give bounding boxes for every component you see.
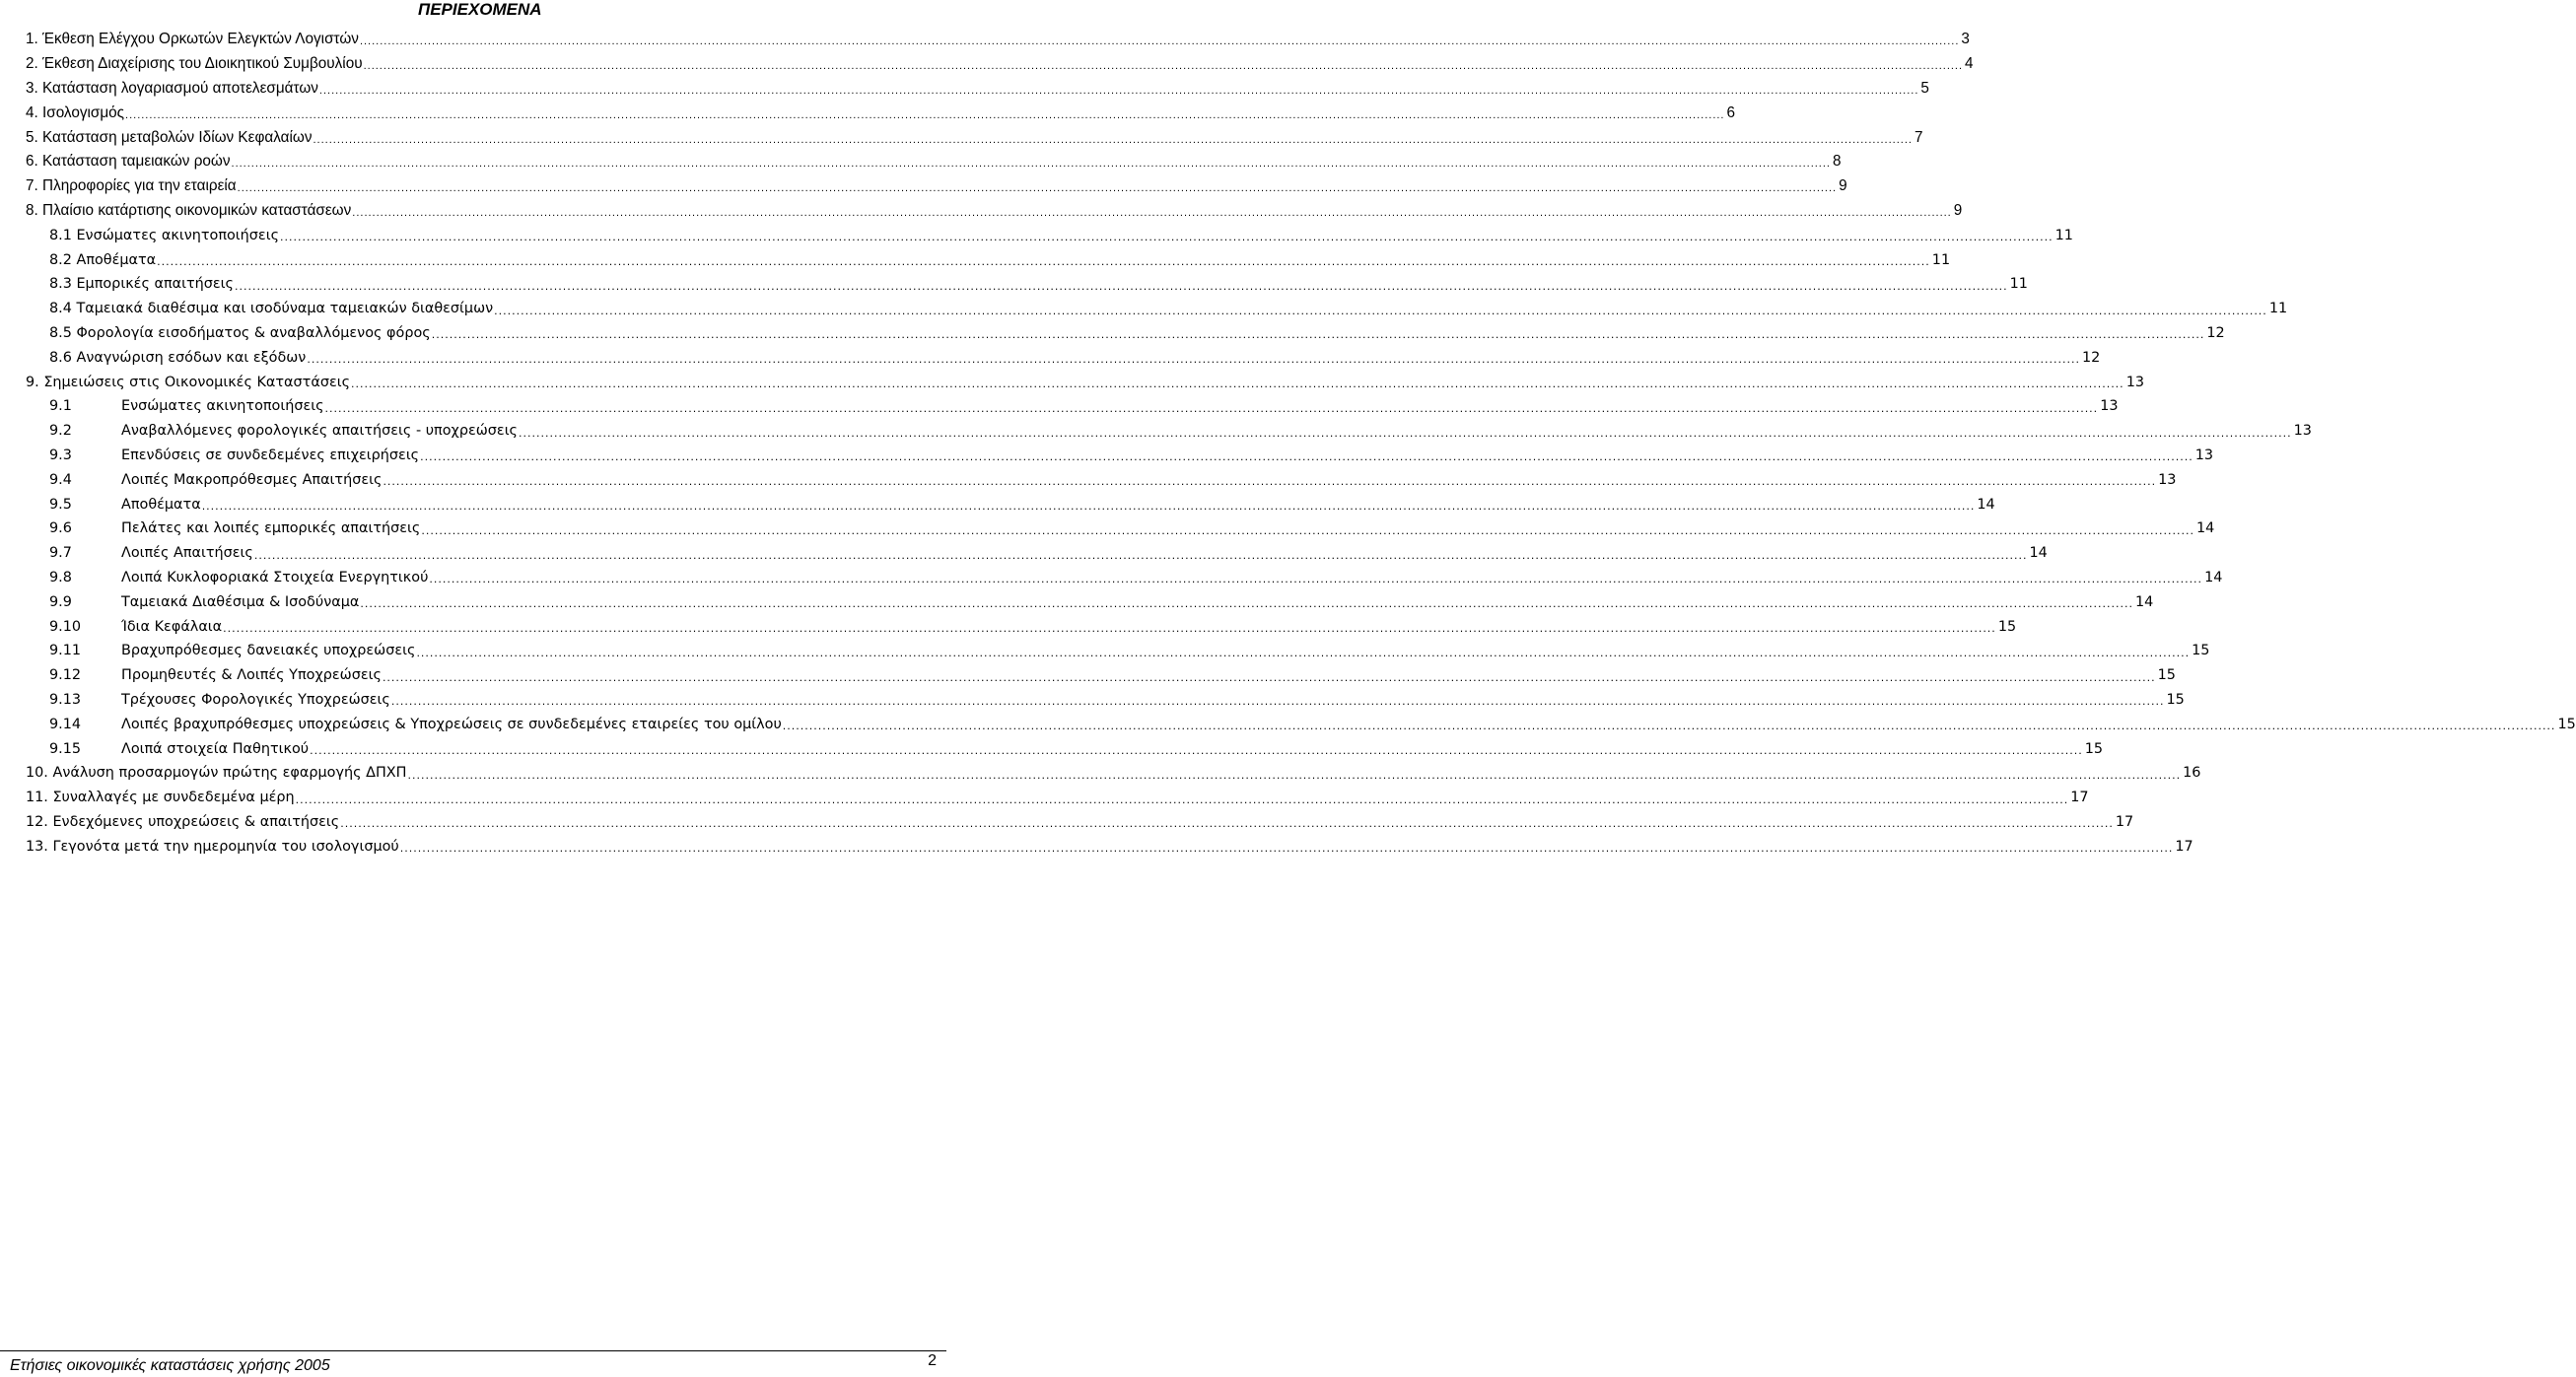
toc-entry-page: 13 [2100,398,2119,415]
toc-entry-text: Έκθεση Ελέγχου Ορκωτών Ελεγκτών Λογιστών [42,31,359,48]
toc-entry-number: 9.4 [49,471,72,488]
toc-entry[interactable] [26,834,2193,859]
toc-entry-page: 3 [1961,31,1970,48]
toc-entry-page: 5 [1920,79,1929,97]
dot-leader: ................................................................................................................................................................................................................................................................................................................................................................................................................ [420,450,2193,464]
dot-leader: ................................................................................................................................................................................................................................................................................................................................................................................................................ [351,378,2124,391]
toc-entry-label [49,472,383,488]
toc-entry-text: Βραχυπρόθεσμες δανειακές υποχρεώσεις [121,643,416,659]
dot-leader: ................................................................................................................................................................................................................................................................................................................................................................................................................ [223,622,1996,636]
dot-leader: ................................................................................................................................................................................................................................................................................................................................................................................................................ [310,744,2083,757]
toc-entry-label [49,276,235,292]
toc-entry[interactable] [26,272,2028,297]
toc-entry[interactable] [26,688,2185,713]
toc-entry[interactable] [26,810,2134,835]
dot-leader: ................................................................................................................................................................................................................................................................................................................................................................................................................ [234,279,2008,293]
toc-entry-text: Ταμειακά διαθέσιμα και ισοδύναμα ταμειακών διαθεσίμων [76,301,494,317]
toc-entry-page: 17 [2070,790,2089,806]
toc-entry-number: 9.7 [49,545,72,562]
toc-entry[interactable] [26,589,2154,614]
dot-leader: ................................................................................................................................................................................................................................................................................................................................................................................................................ [782,720,2556,733]
toc-entry[interactable] [26,150,1842,174]
dot-leader: ................................................................................................................................................................................................................................................................................................................................................................................................................ [390,695,2165,709]
dot-leader: ................................................................................................................................................................................................................................................................................................................................................................................................................ [519,426,2292,440]
toc-entry-text: Λοιπά Κυκλοφοριακά Στοιχεία Ενεργητικού [121,569,429,585]
toc-entry[interactable] [26,223,2073,247]
toc-entry-page: 13 [2158,471,2177,488]
toc-entry-page: 11 [1931,251,1951,268]
toc-entry-text: Ισολογισμός [42,103,125,121]
toc-entry-label [49,545,254,561]
toc-entry[interactable] [26,736,2104,761]
toc-entry-text: Ενσώματες ακινητοποιήσεις [76,227,280,243]
toc-entry-label [26,765,408,781]
toc-entry-number: 9.12 [49,667,82,684]
toc-entry-page: 12 [2206,324,2225,341]
toc-entry-number: 9. [26,374,39,390]
dot-leader: ................................................................................................................................................................................................................................................................................................................................................................................................................ [340,817,2114,831]
toc-entry-text: Ενσώματες ακινητοποιήσεις [121,398,324,415]
dot-leader: ................................................................................................................................................................................................................................................................................................................................................................................................................ [157,255,1930,269]
dot-leader: ................................................................................................................................................................................................................................................................................................................................................................................................................ [421,523,2194,537]
toc-entry-page: 7 [1914,128,1923,146]
toc-entry-label [49,398,325,414]
toc-entry-text: Προμηθευτές & Λοιπές Υποχρεώσεις [121,667,382,684]
toc-entry-text: Κατάσταση ταμειακών ροών [42,153,231,171]
toc-entry-number: 8.5 [49,324,72,341]
toc-entry-page: 13 [2194,447,2214,463]
toc-entry-text: Αποθέματα [76,251,157,268]
toc-entry-page: 17 [2175,838,2193,855]
dot-leader: ................................................................................................................................................................................................................................................................................................................................................................................................................ [416,646,2191,659]
footer-text: Ετήσιες οικονομικές καταστάσεις χρήσης 2005 [10,1357,330,1374]
toc-entry-label [49,692,391,708]
toc-entry[interactable] [26,492,1995,516]
toc-entry-label [26,839,400,855]
toc-entry-text: Πλαίσιο κατάρτισης οικονομικών καταστάσεων [42,201,352,219]
toc-entry-page: 11 [2009,276,2028,293]
toc-entry[interactable] [26,297,2288,321]
toc-entry[interactable] [26,28,1970,52]
toc-entry[interactable] [26,77,1929,102]
dot-leader: ................................................................................................................................................................................................................................................................................................................................................................................................................ [231,158,1831,171]
toc-entry-text: Λοιπές Απαιτήσεις [121,545,253,562]
toc-entry-number: 8.1 [49,227,72,243]
toc-entry-label [49,350,307,366]
toc-entry-text: Κατάσταση λογαριασμού αποτελεσμάτων [42,79,318,97]
toc-entry-page: 15 [2157,667,2176,684]
toc-entry-text: Αποθέματα [121,496,201,513]
dot-leader: ................................................................................................................................................................................................................................................................................................................................................................................................................ [494,304,2267,317]
toc-entry-page: 15 [2192,643,2210,659]
toc-entry[interactable] [26,321,2225,346]
toc-entry-text: Ανάλυση προσαρμογών πρώτης εφαρμογής ΔΠΧΠ [52,765,407,782]
toc-entry-label [49,301,494,316]
toc-entry-page: 13 [2125,374,2144,390]
toc-entry-label [49,520,421,536]
toc-entry-number: 8. [26,201,38,219]
toc-entry-number: 1. [26,31,38,48]
dot-leader: ................................................................................................................................................................................................................................................................................................................................................................................................................ [324,401,2099,415]
dot-leader: ................................................................................................................................................................................................................................................................................................................................................................................................................ [383,475,2157,489]
toc-entry-number: 9.13 [49,691,82,708]
toc-entry[interactable] [26,541,2048,566]
toc-entry[interactable] [26,467,2177,492]
toc-entry[interactable] [26,199,1963,224]
dot-leader: ................................................................................................................................................................................................................................................................................................................................................................................................................ [399,842,2174,856]
toc-entry[interactable] [26,614,2017,639]
footer-divider [0,1350,946,1351]
toc-entry[interactable] [26,761,2201,786]
toc-entry[interactable] [26,52,1974,77]
toc-entry-number: 12. [26,813,48,830]
toc-entry-number: 9.1 [49,398,72,415]
toc-entry-text: Αναβαλλόμενες φορολογικές απαιτήσεις - υποχρεώσεις [121,423,519,440]
toc-entry-page: 14 [2135,593,2154,610]
toc-entry[interactable] [26,370,2144,394]
toc-entry-label [49,228,280,243]
toc-entry-label [26,814,340,830]
toc-entry-number: 8.3 [49,276,72,293]
toc-entry-label [49,594,360,610]
toc-entry-text: Επενδύσεις σε συνδεδεμένες επιχειρήσεις [121,447,420,463]
toc-entry-number: 2. [26,55,38,73]
dot-leader: ................................................................................................................................................................................................................................................................................................................................................................................................................ [125,108,1725,121]
toc-entry-page: 15 [2557,716,2576,732]
toc-entry-page: 11 [2268,301,2288,317]
toc-entry-label [49,717,783,732]
toc-entry-text: Τρέχουσες Φορολογικές Υποχρεώσεις [121,691,390,708]
toc-entry[interactable] [26,125,1923,150]
table-of-contents [26,28,2576,859]
toc-entry-text: Συναλλαγές με συνδεδεμένα μέρη [52,790,295,806]
dot-leader: ................................................................................................................................................................................................................................................................................................................................................................................................................ [382,670,2156,684]
toc-entry[interactable] [26,394,2119,419]
toc-entry-text: Λοιπές βραχυπρόθεσμες υποχρεώσεις & Υποχρεώσεις σε συνδεδεμένες εταιρείες του ομίλου [121,716,782,732]
toc-entry-page: 14 [2029,545,2048,562]
dot-leader: ................................................................................................................................................................................................................................................................................................................................................................................................................ [253,548,2028,562]
toc-entry-page: 12 [2082,349,2101,366]
toc-entry-number: 4. [26,103,38,121]
dot-leader: ................................................................................................................................................................................................................................................................................................................................................................................................................ [307,353,2080,367]
toc-entry-number: 5. [26,128,38,146]
toc-entry-text: Κατάσταση μεταβολών Ιδίων Κεφαλαίων [42,128,313,146]
toc-entry-number: 9.2 [49,423,72,440]
toc-entry-label [49,252,157,268]
toc-entry-label [49,570,429,585]
toc-entry-text: Πελάτες και λοιπές εμπορικές απαιτήσεις [121,520,421,537]
dot-leader: ................................................................................................................................................................................................................................................................................................................................................................................................................ [431,328,2205,342]
toc-entry-number: 8.6 [49,349,72,366]
dot-leader: ................................................................................................................................................................................................................................................................................................................................................................................................................ [280,231,2054,244]
toc-entry-page: 4 [1965,55,1974,73]
dot-leader: ................................................................................................................................................................................................................................................................................................................................................................................................................ [313,133,1913,146]
toc-entry-label [49,325,432,341]
dot-leader: ................................................................................................................................................................................................................................................................................................................................................................................................................ [363,60,1964,73]
toc-entry-page: 11 [2054,227,2073,243]
toc-entry-label [26,129,313,147]
toc-entry-page: 14 [2204,569,2223,585]
toc-entry-text: Πληροφορίες για την εταιρεία [42,177,237,195]
toc-entry-label [49,448,420,463]
toc-entry-label [26,375,351,390]
toc-entry-label [26,80,319,98]
toc-entry-text: Φορολογία εισοδήματος & αναβαλλόμενος φόρος [76,324,431,341]
toc-entry-number: 9.10 [49,618,82,635]
toc-entry-page: 9 [1953,201,1963,219]
toc-entry-page: 14 [1977,496,1995,513]
toc-entry[interactable] [26,444,2214,468]
toc-entry-number: 9.14 [49,716,82,732]
dot-leader: ................................................................................................................................................................................................................................................................................................................................................................................................................ [429,573,2203,586]
toc-entry-page: 6 [1726,103,1736,121]
toc-entry-label [49,619,223,635]
toc-entry-text: Έκθεση Διαχείρισης του Διοικητικού Συμβουλίου [42,55,363,73]
dot-leader: ................................................................................................................................................................................................................................................................................................................................................................................................................ [237,182,1838,195]
toc-entry-label [49,643,416,658]
toc-entry-number: 3. [26,79,38,97]
toc-entry-page: 17 [2115,813,2134,830]
toc-entry-number: 9.11 [49,643,82,659]
toc-entry-page: 15 [2166,691,2185,708]
toc-entry[interactable] [26,566,2223,590]
toc-entry-page: 15 [1997,618,2017,635]
toc-entry-label [26,104,125,122]
toc-entry[interactable] [26,345,2101,370]
toc-entry-page: 8 [1832,153,1842,171]
toc-entry-page: 14 [2195,520,2215,537]
toc-entry[interactable] [26,663,2176,688]
toc-entry-label [26,202,352,220]
toc-entry-number: 8.2 [49,251,72,268]
toc-entry-number: 9.15 [49,740,82,757]
toc-entry[interactable] [26,712,2576,736]
toc-entry-number: 9.8 [49,569,72,585]
toc-entry-label [49,667,383,683]
toc-entry-text: Λοιπές Μακροπρόθεσμες Απαιτήσεις [121,471,383,488]
toc-entry[interactable] [26,786,2089,810]
toc-entry-page: 16 [2183,765,2201,782]
toc-entry-number: 9.5 [49,496,72,513]
toc-entry-number: 8.4 [49,301,72,317]
toc-entry-text: Σημειώσεις στις Οικονομικές Καταστάσεις [43,374,351,390]
toc-entry-number: 9.6 [49,520,72,537]
footer-page-number: 2 [928,1352,937,1369]
toc-entry-number: 7. [26,177,38,195]
toc-entry-label [26,153,232,171]
toc-entry-page: 9 [1839,177,1847,195]
toc-entry-label [49,423,519,439]
toc-entry-label [26,790,296,805]
toc-entry-text: Εμπορικές απαιτήσεις [76,276,234,293]
toc-entry-number: 9.3 [49,447,72,463]
toc-entry[interactable] [26,101,1736,125]
toc-entry-text: Αναγνώριση εσόδων και εξόδων [76,349,307,366]
toc-entry-text: Ίδια Κεφάλαια [121,618,223,635]
dot-leader: ................................................................................................................................................................................................................................................................................................................................................................................................................ [360,597,2133,611]
toc-entry-label [26,55,364,73]
toc-entry-number: 13. [26,838,48,855]
page-title: ΠΕΡΙΕΧΟΜΕΝΑ [418,0,542,19]
dot-leader: ................................................................................................................................................................................................................................................................................................................................................................................................................ [201,500,1976,514]
dot-leader: ................................................................................................................................................................................................................................................................................................................................................................................................................ [318,84,1919,97]
toc-entry[interactable] [26,174,1847,199]
dot-leader: ................................................................................................................................................................................................................................................................................................................................................................................................................ [359,35,1960,48]
toc-entry-label [49,741,310,757]
toc-entry[interactable] [26,516,2215,541]
toc-entry[interactable] [26,639,2210,663]
dot-leader: ................................................................................................................................................................................................................................................................................................................................................................................................................ [295,792,2069,806]
toc-entry-text: Γεγονότα μετά την ημερομηνία του ισολογισμού [52,838,399,855]
toc-entry-text: Ταμειακά Διαθέσιμα & Ισοδύναμα [121,593,360,610]
dot-leader: ................................................................................................................................................................................................................................................................................................................................................................................................................ [407,768,2182,782]
toc-entry-label [26,177,238,195]
toc-entry[interactable] [26,247,1951,272]
toc-entry-text: Λοιπά στοιχεία Παθητικού [121,740,310,757]
dot-leader: ................................................................................................................................................................................................................................................................................................................................................................................................................ [352,206,1952,219]
toc-entry-label [49,497,202,513]
toc-entry-number: 9.9 [49,593,72,610]
toc-entry-number: 10. [26,765,48,782]
toc-entry-page: 15 [2084,740,2104,757]
toc-entry-number: 6. [26,153,38,171]
toc-entry-text: Ενδεχόμενες υποχρεώσεις & απαιτήσεις [52,813,340,830]
toc-entry-page: 13 [2293,423,2312,440]
toc-entry-number: 11. [26,790,48,806]
toc-entry-label [26,31,360,48]
toc-entry[interactable] [26,419,2312,444]
